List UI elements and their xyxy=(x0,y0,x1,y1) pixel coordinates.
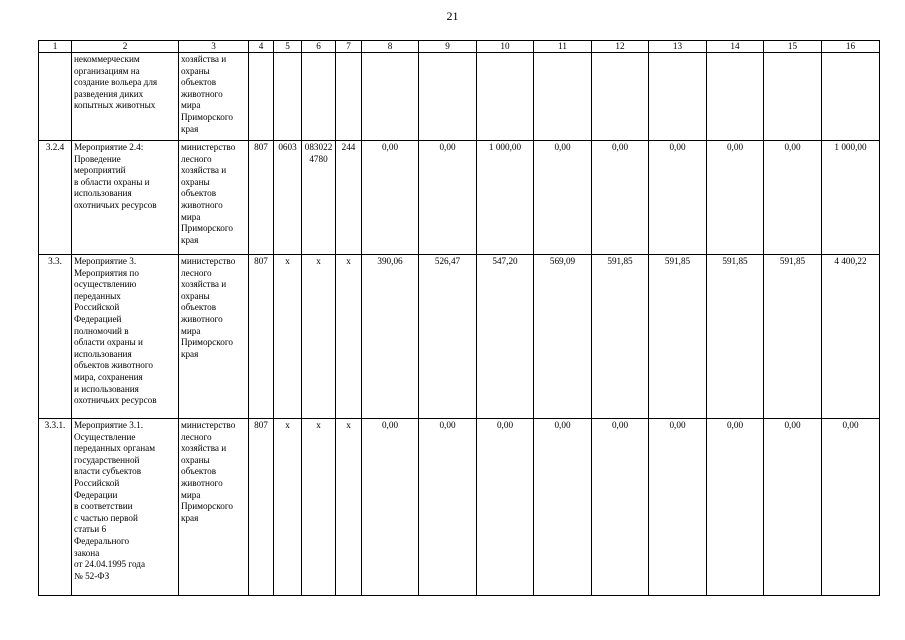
amount-cell: 591,85 xyxy=(649,255,707,419)
expense-type-cell xyxy=(336,53,362,141)
grbs-cell xyxy=(249,53,274,141)
amount-cell: 591,85 xyxy=(592,255,649,419)
amount-cell: 0,00 xyxy=(477,419,534,596)
amount-cell xyxy=(534,53,592,141)
column-number: 15 xyxy=(764,41,822,53)
table-row xyxy=(39,255,880,419)
row-number-cell: 3.3.1. xyxy=(39,419,72,596)
amount-cell: 591,85 xyxy=(764,255,822,419)
activity-name-cell: Мероприятие 3. Мероприятия по осуществлению переданных Российской Федерацией полномочий в области охраны и использования объектов животного мира, сохранения и использования охотничьих ресурсов xyxy=(72,255,179,419)
total-cell: 0,00 xyxy=(822,419,880,596)
target-article-cell: x xyxy=(302,419,336,596)
header-row xyxy=(39,41,880,53)
expense-type-cell: x xyxy=(336,419,362,596)
column-number: 11 xyxy=(534,41,592,53)
column-number: 7 xyxy=(336,41,362,53)
target-article-cell xyxy=(302,53,336,141)
expense-type-cell: 244 xyxy=(336,141,362,255)
grbs-cell: 807 xyxy=(249,255,274,419)
amount-cell: 0,00 xyxy=(419,141,477,255)
amount-cell: 0,00 xyxy=(707,141,764,255)
section-cell: x xyxy=(274,419,302,596)
amount-cell: 0,00 xyxy=(649,419,707,596)
amount-cell: 591,85 xyxy=(707,255,764,419)
section-cell: x xyxy=(274,255,302,419)
page-number: 21 xyxy=(446,9,459,23)
activity-name-cell: некоммерческим организациям на создание вольера для разведения диких копытных животных xyxy=(72,53,179,141)
amount-cell xyxy=(707,53,764,141)
amount-cell xyxy=(649,53,707,141)
amount-cell: 0,00 xyxy=(649,141,707,255)
column-number: 9 xyxy=(419,41,477,53)
target-article-cell: x xyxy=(302,255,336,419)
amount-cell: 1 000,00 xyxy=(477,141,534,255)
target-article-cell: 083022 4780 xyxy=(302,141,336,255)
table-row xyxy=(39,419,880,596)
column-number: 5 xyxy=(274,41,302,53)
amount-cell: 0,00 xyxy=(764,141,822,255)
total-cell: 4 400,22 xyxy=(822,255,880,419)
amount-cell: 0,00 xyxy=(707,419,764,596)
section-cell xyxy=(274,53,302,141)
column-number: 13 xyxy=(649,41,707,53)
column-number: 1 xyxy=(39,41,72,53)
amount-cell: 0,00 xyxy=(592,419,649,596)
executor-cell: хозяйства и охраны объектов животного мира Приморского края xyxy=(179,53,249,141)
column-number: 14 xyxy=(707,41,764,53)
amount-cell xyxy=(419,53,477,141)
amount-cell: 0,00 xyxy=(534,141,592,255)
section-cell: 0603 xyxy=(274,141,302,255)
column-number: 6 xyxy=(302,41,336,53)
expense-type-cell: x xyxy=(336,255,362,419)
amount-cell xyxy=(592,53,649,141)
amount-cell: 0,00 xyxy=(362,141,419,255)
amount-cell: 0,00 xyxy=(764,419,822,596)
executor-cell: министерство лесного хозяйства и охраны объектов животного мира Приморского края xyxy=(179,255,249,419)
column-number: 16 xyxy=(822,41,880,53)
executor-cell: министерство лесного хозяйства и охраны объектов животного мира Приморского края xyxy=(179,419,249,596)
amount-cell: 390,06 xyxy=(362,255,419,419)
column-number: 2 xyxy=(72,41,179,53)
activity-name-cell: Мероприятие 3.1. Осуществление переданных органам государственной власти субъектов Российской Федерации в соответствии с частью первой статьи 6 Федерального закона от 24.04.1995 года № 52-ФЗ xyxy=(72,419,179,596)
row-number-cell: 3.3. xyxy=(39,255,72,419)
amount-cell: 526,47 xyxy=(419,255,477,419)
table-row xyxy=(39,53,880,141)
table-row xyxy=(39,141,880,255)
column-number: 4 xyxy=(249,41,274,53)
executor-cell: министерство лесного хозяйства и охраны объектов животного мира Приморского края xyxy=(179,141,249,255)
amount-cell xyxy=(477,53,534,141)
row-number-cell: 3.2.4 xyxy=(39,141,72,255)
column-number: 3 xyxy=(179,41,249,53)
column-number: 12 xyxy=(592,41,649,53)
activity-name-cell: Мероприятие 2.4: Проведение мероприятий в области охраны и использования охотничьих ресурсов xyxy=(72,141,179,255)
amount-cell: 0,00 xyxy=(592,141,649,255)
column-number: 8 xyxy=(362,41,419,53)
total-cell xyxy=(822,53,880,141)
grbs-cell: 807 xyxy=(249,141,274,255)
row-number-cell xyxy=(39,53,72,141)
total-cell: 1 000,00 xyxy=(822,141,880,255)
program-table xyxy=(38,40,880,596)
amount-cell: 0,00 xyxy=(534,419,592,596)
amount-cell: 0,00 xyxy=(362,419,419,596)
amount-cell: 569,09 xyxy=(534,255,592,419)
grbs-cell: 807 xyxy=(249,419,274,596)
amount-cell: 547,20 xyxy=(477,255,534,419)
amount-cell: 0,00 xyxy=(419,419,477,596)
amount-cell xyxy=(764,53,822,141)
amount-cell xyxy=(362,53,419,141)
column-number: 10 xyxy=(477,41,534,53)
